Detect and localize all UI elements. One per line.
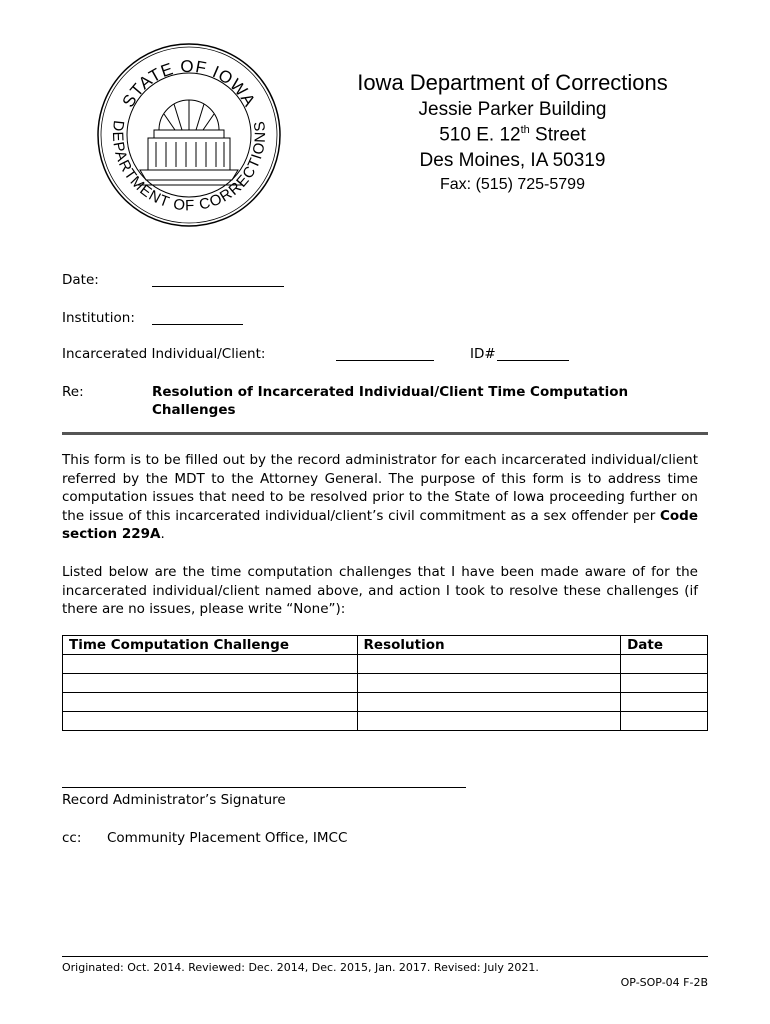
cc-recipient: Community Placement Office, IMCC xyxy=(107,830,348,846)
footer-rule xyxy=(62,956,708,957)
challenge-cell[interactable] xyxy=(63,674,358,693)
institution-label: Institution: xyxy=(62,310,135,326)
seal-ring-text: DEPARTMENT OF CORRECTIONS xyxy=(108,119,270,215)
seal-top-text: STATE OF IOWA xyxy=(118,56,260,111)
client-name-field[interactable] xyxy=(336,360,434,361)
id-label: ID# xyxy=(470,346,496,362)
date-label: Date: xyxy=(62,272,99,288)
table-row xyxy=(63,693,708,712)
date-field[interactable] xyxy=(152,286,284,287)
id-field[interactable] xyxy=(497,360,569,361)
resolution-cell[interactable] xyxy=(357,693,621,712)
date-cell[interactable] xyxy=(621,693,708,712)
challenge-cell[interactable] xyxy=(63,655,358,674)
resolution-cell[interactable] xyxy=(357,712,621,731)
date-cell[interactable] xyxy=(621,674,708,693)
org-name: Iowa Department of Corrections xyxy=(357,70,668,95)
re-subject-line2: Challenges xyxy=(152,402,236,418)
date-cell[interactable] xyxy=(621,712,708,731)
table-row xyxy=(63,712,708,731)
street-address: 510 E. 12th Street xyxy=(439,124,586,146)
institution-field[interactable] xyxy=(152,324,243,325)
signature-label: Record Administrator’s Signature xyxy=(62,792,286,808)
instructions-paragraph: This form is to be filled out by the record administrator for each incarcerated individual/client referred by the MDT to the Attorney General. The purpose of this form is to address time computation issues that need to be resolved prior to the State of Iowa proceeding further on the issue of this incarcerated individual/client’s civil commitment as a sex offender per Code section 229A. xyxy=(62,452,698,542)
table-row xyxy=(63,674,708,693)
time-computation-table xyxy=(62,635,708,731)
revision-history: Originated: Oct. 2014. Reviewed: Dec. 2014, Dec. 2015, Jan. 2017. Revised: July 2021. xyxy=(62,961,539,974)
date-cell[interactable] xyxy=(621,655,708,674)
resolution-cell[interactable] xyxy=(357,674,621,693)
cc-label: cc: xyxy=(62,830,82,846)
fax-number: Fax: (515) 725-5799 xyxy=(440,176,585,193)
re-label: Re: xyxy=(62,384,84,400)
col-header-challenge: Time Computation Challenge xyxy=(63,636,358,655)
resolution-cell[interactable] xyxy=(357,655,621,674)
challenge-cell[interactable] xyxy=(63,693,358,712)
building-name: Jessie Parker Building xyxy=(418,99,607,120)
challenges-intro-paragraph: Listed below are the time computation challenges that I have been made aware of for the incarcerated individual/client named above, and action I took to resolve these challenges (if there are no issues, please write “None”): xyxy=(62,564,698,617)
col-header-resolution: Resolution xyxy=(357,636,621,655)
col-header-date: Date xyxy=(621,636,708,655)
form-code: OP-SOP-04 F-2B xyxy=(620,976,708,989)
client-label: Incarcerated Individual/Client: xyxy=(62,346,266,362)
svg-text:DEPARTMENT OF CORRECTIONS xyxy=(109,119,269,214)
table-header-row xyxy=(63,636,708,655)
department-seal xyxy=(96,42,282,228)
table-row xyxy=(63,655,708,674)
re-subject-line1: Resolution of Incarcerated Individual/Client Time Computation xyxy=(152,384,629,400)
city-state-zip: Des Moines, IA 50319 xyxy=(419,150,606,171)
section-divider xyxy=(62,432,708,435)
challenge-cell[interactable] xyxy=(63,712,358,731)
signature-line[interactable] xyxy=(62,787,466,788)
